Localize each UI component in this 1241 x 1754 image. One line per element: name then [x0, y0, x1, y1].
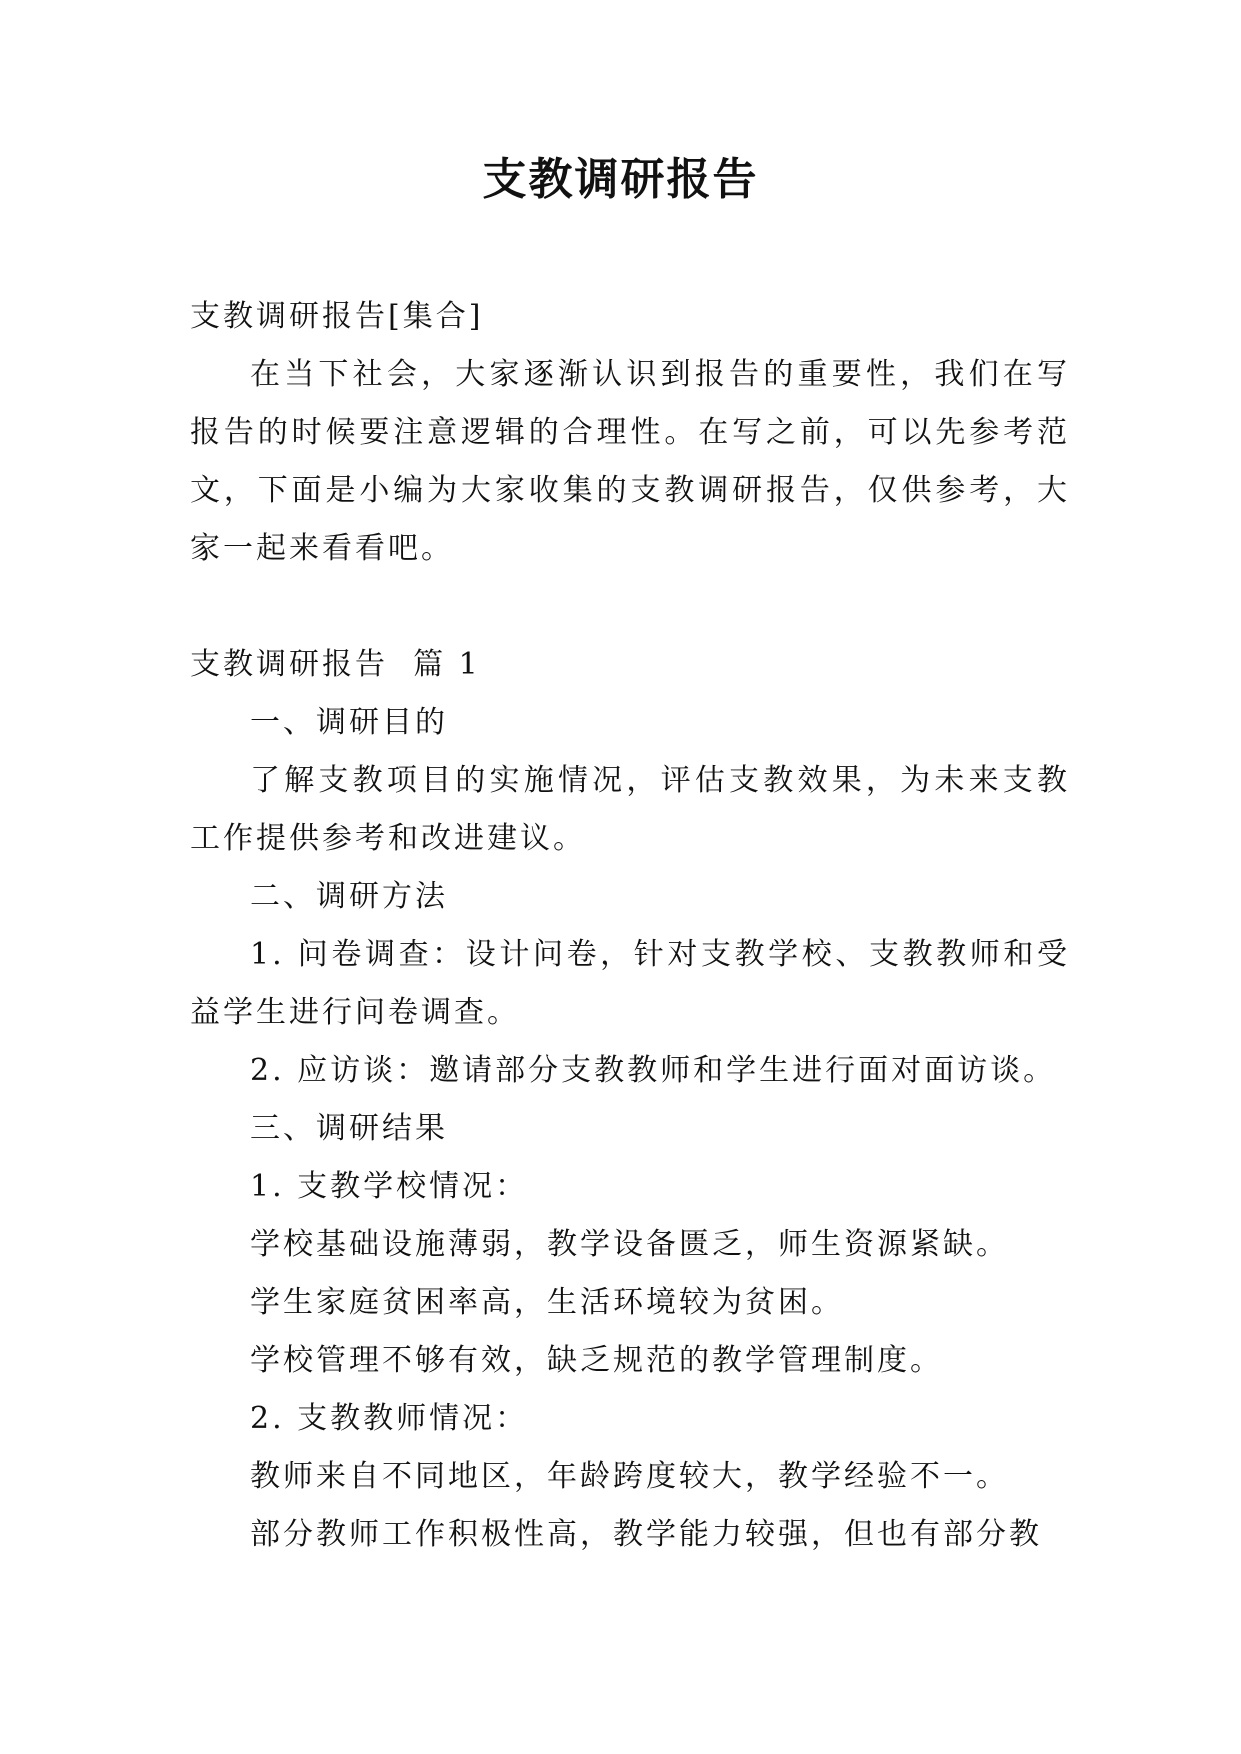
- school-situation-line: 学生家庭贫困率高，生活环境较为贫困。: [250, 1285, 844, 1320]
- teacher-situation-heading: 2. 支教教师情况：: [250, 1401, 529, 1436]
- school-situation-line: 学校基础设施薄弱，教学设备匮乏，师生资源紧缺。: [250, 1227, 1009, 1262]
- teacher-situation-line: 教师来自不同地区，年龄跨度较大，教学经验不一。: [250, 1459, 1009, 1494]
- document-subtitle: 支教调研报告[集合]: [190, 299, 484, 334]
- purpose-heading: 一、调研目的: [250, 705, 448, 740]
- method-item-interview: 2. 应访谈：邀请部分支教教师和学生进行面对面访谈。: [250, 1053, 1057, 1088]
- purpose-paragraph: 了解支教项目的实施情况，评估支教效果，为未来支教工作提供参考和改进建议。: [190, 763, 1070, 856]
- section-heading: 支教调研报告 篇 1: [190, 647, 481, 682]
- teacher-situation-line: 部分教师工作积极性高，教学能力较强，但也有部分教: [250, 1517, 1042, 1552]
- paragraph-gap: [190, 578, 1070, 636]
- school-situation-line: 学校管理不够有效，缺乏规范的教学管理制度。: [250, 1343, 943, 1378]
- intro-paragraph: 在当下社会，大家逐渐认识到报告的重要性，我们在写报告的时候要注意逻辑的合理性。在写之前，可以先参考范文，下面是小编为大家收集的支教调研报告，仅供参考，大家一起来看看吧。: [190, 357, 1070, 566]
- document-title: 支教调研报告: [482, 154, 759, 205]
- method-heading: 二、调研方法: [250, 879, 448, 914]
- document-body: [190, 288, 1070, 1564]
- school-situation-heading: 1. 支教学校情况：: [250, 1169, 529, 1204]
- results-heading: 三、调研结果: [250, 1111, 448, 1146]
- method-item-survey: 1. 问卷调查：设计问卷，针对支教学校、支教教师和受益学生进行问卷调查。: [190, 937, 1070, 1030]
